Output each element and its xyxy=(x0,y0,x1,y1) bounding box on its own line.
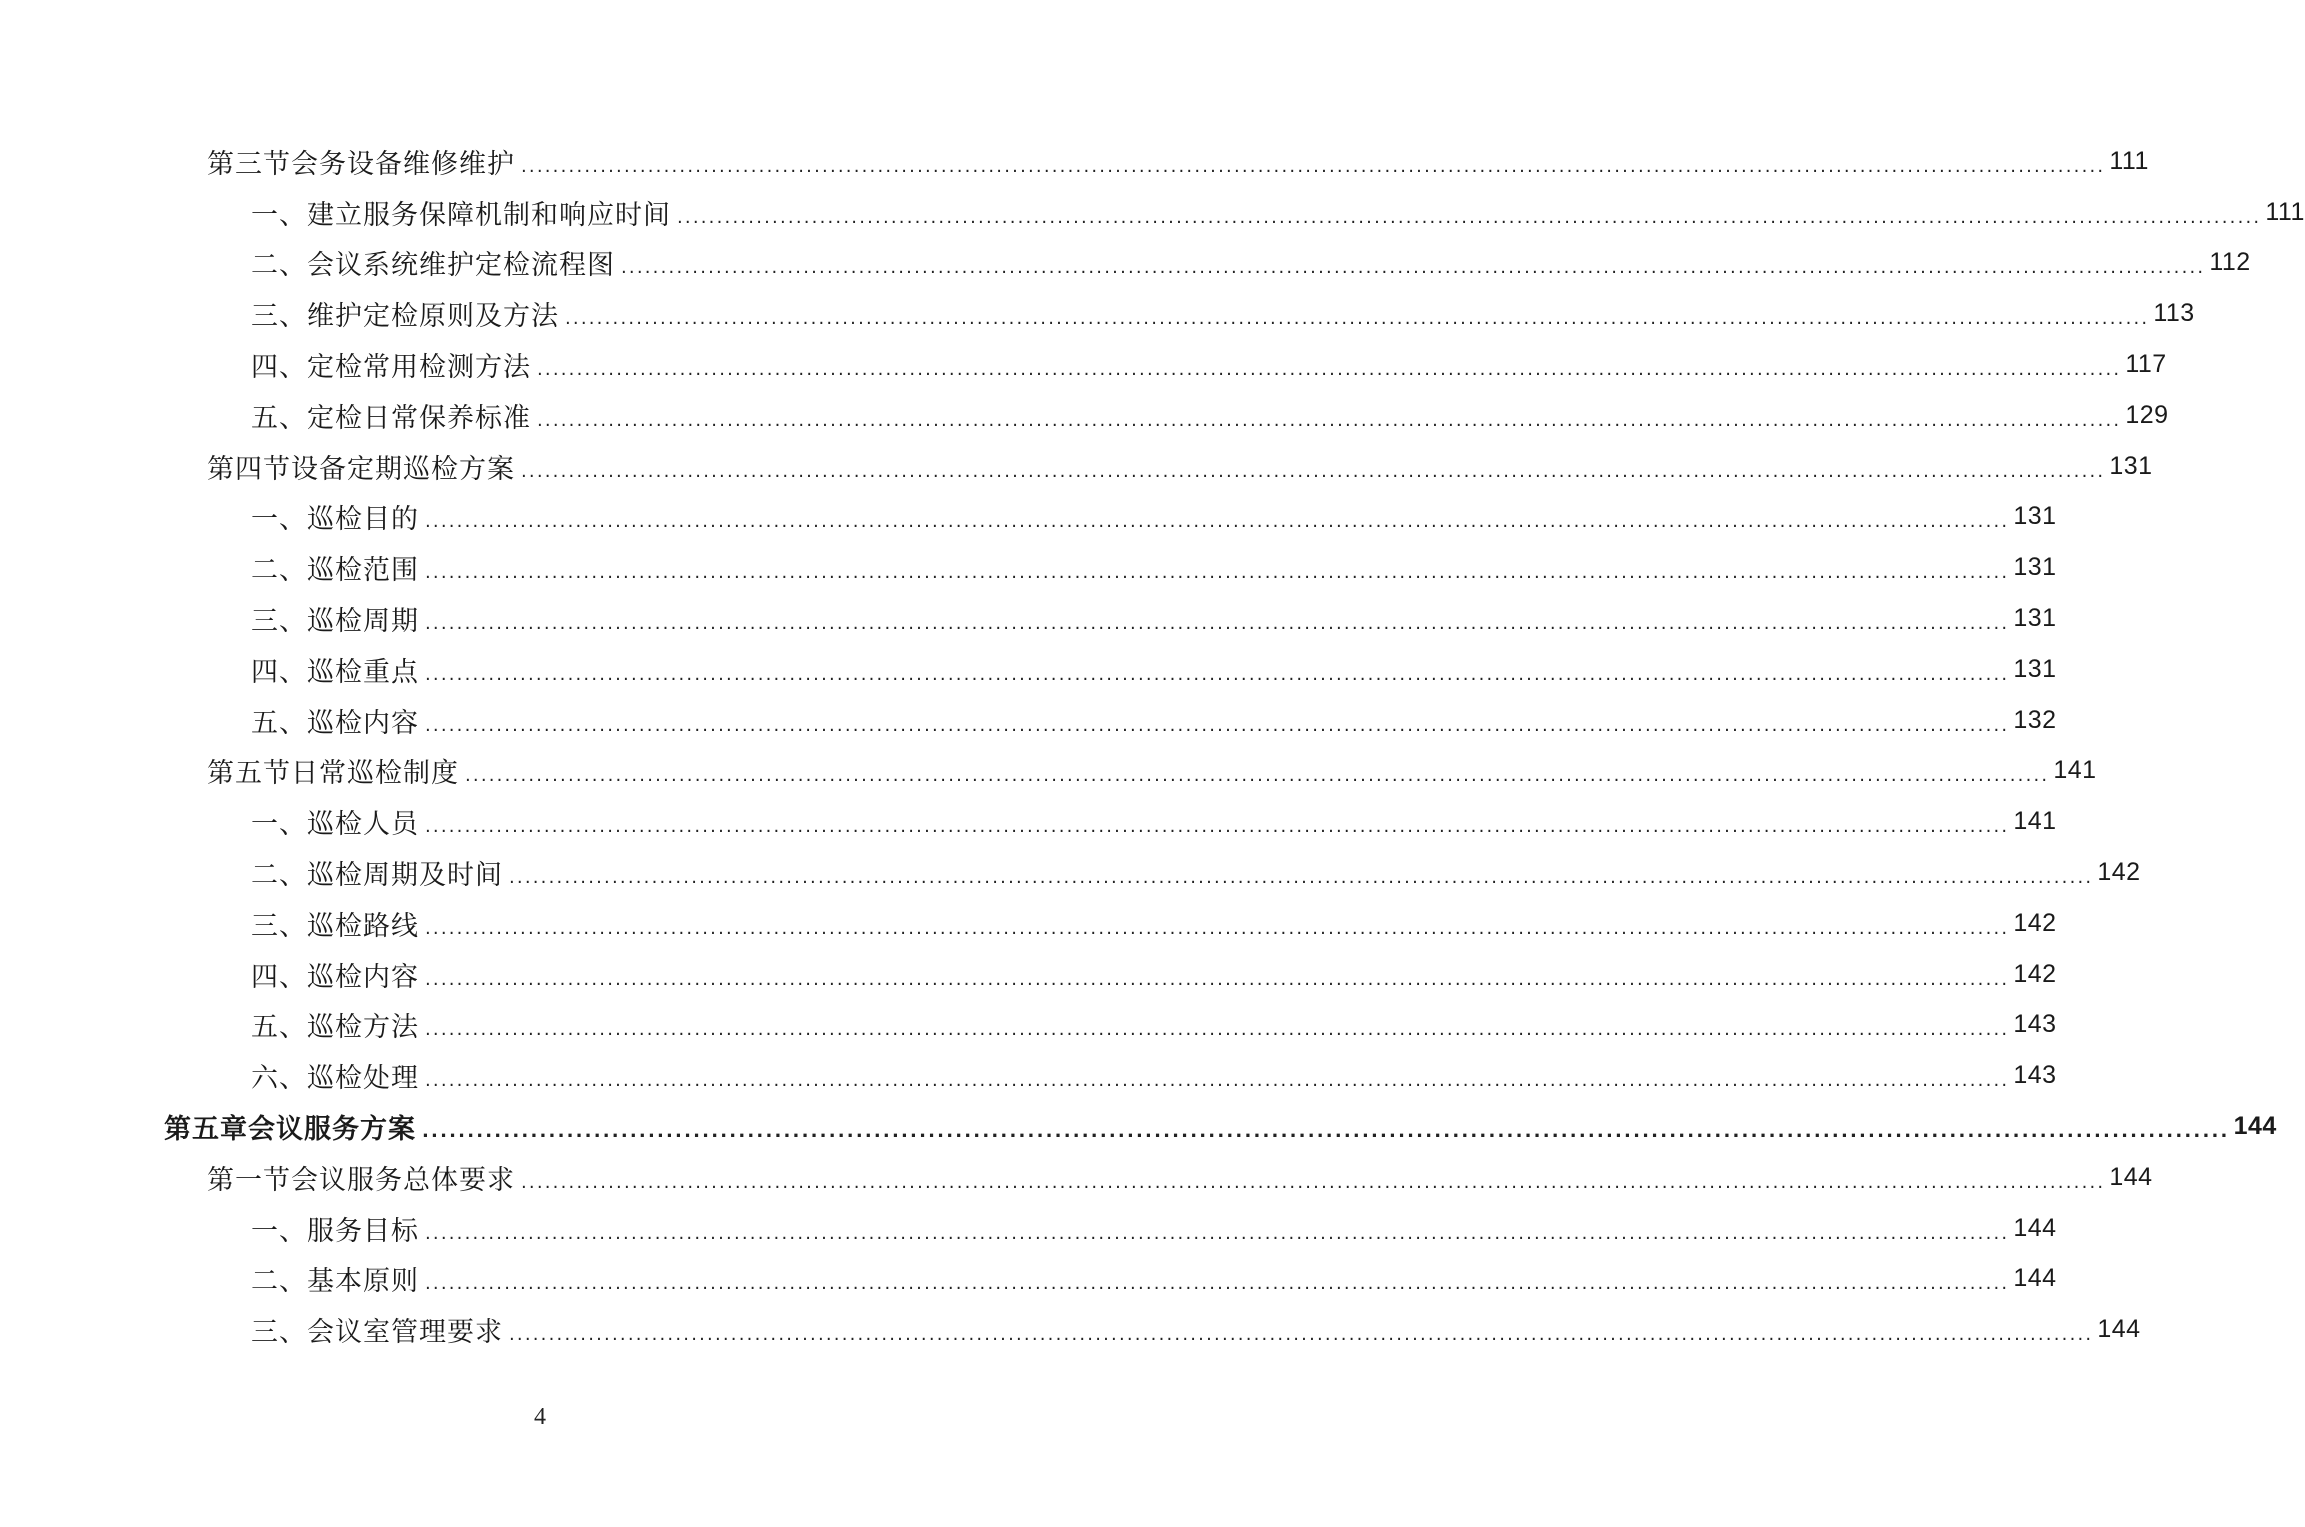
toc-entry-number: 第四节 xyxy=(207,453,291,485)
toc-entry-number: 第一节 xyxy=(207,1164,291,1196)
toc-dot-leader: ........................................................................................................................................................................................................ xyxy=(422,1120,2230,1142)
toc-dot-leader: ........................................................................................................................................................................................................ xyxy=(565,308,2150,330)
toc-entry[interactable] xyxy=(0,898,2057,949)
toc-entry-number: 四、 xyxy=(251,961,307,993)
toc-entry-title: 会议系统维护定检流程图 xyxy=(307,250,615,282)
toc-entry-page: 144 xyxy=(2013,1213,2057,1242)
toc-entry-title: 巡检人员 xyxy=(307,809,419,841)
toc-dot-leader: ........................................................................................................................................................................................................ xyxy=(425,968,2010,990)
toc-entry[interactable] xyxy=(0,1101,2277,1152)
toc-entry[interactable] xyxy=(0,1304,2141,1355)
toc-entry-number: 二、 xyxy=(251,860,307,892)
toc-entry-number: 一、 xyxy=(251,199,307,231)
toc-entry-page: 112 xyxy=(2209,248,2251,277)
toc-entry[interactable] xyxy=(0,1152,2153,1203)
toc-entry-number: 二、 xyxy=(251,250,307,282)
toc-entry-page: 131 xyxy=(2013,553,2057,582)
toc-dot-leader: ........................................................................................................................................................................................................ xyxy=(621,257,2206,279)
toc-entry-number: 六、 xyxy=(251,1063,307,1095)
toc-dot-leader: ........................................................................................................................................................................................................ xyxy=(425,562,2010,584)
toc-entry[interactable] xyxy=(0,492,2057,543)
toc-entry[interactable] xyxy=(0,288,2195,339)
toc-entry-title: 会议服务方案 xyxy=(248,1114,416,1146)
toc-entry-title: 建立服务保障机制和响应时间 xyxy=(307,199,671,231)
toc-entry-title: 巡检周期 xyxy=(307,606,419,638)
toc-entry-page: 129 xyxy=(2125,400,2169,429)
toc-entry-number: 三、 xyxy=(251,606,307,638)
toc-dot-leader: ........................................................................................................................................................................................................ xyxy=(521,460,2106,482)
toc-entry-page: 144 xyxy=(2097,1315,2141,1344)
toc-entry-title: 巡检方法 xyxy=(307,1012,419,1044)
toc-dot-leader: ........................................................................................................................................................................................................ xyxy=(509,1324,2094,1346)
toc-entry-page: 132 xyxy=(2013,705,2057,734)
toc-dot-leader: ........................................................................................................................................................................................................ xyxy=(425,1070,2010,1092)
toc-entry-title: 巡检周期及时间 xyxy=(307,860,503,892)
toc-entry[interactable] xyxy=(0,187,2305,238)
toc-entry-title: 巡检范围 xyxy=(307,555,419,587)
toc-entry-title: 会议服务总体要求 xyxy=(291,1164,515,1196)
toc-entry-page: 131 xyxy=(2013,654,2057,683)
toc-entry[interactable] xyxy=(0,796,2057,847)
toc-entry[interactable] xyxy=(0,1203,2057,1254)
toc-dot-leader: ........................................................................................................................................................................................................ xyxy=(425,917,2010,939)
toc-entry-title: 设备定期巡检方案 xyxy=(291,453,515,485)
toc-entry-title: 巡检重点 xyxy=(307,656,419,688)
toc-entry[interactable] xyxy=(0,847,2141,898)
toc-dot-leader: ........................................................................................................................................................................................................ xyxy=(521,1171,2106,1193)
toc-entry-number: 五、 xyxy=(251,402,307,434)
toc-entry[interactable] xyxy=(0,441,2153,492)
toc-entry-number: 第五章 xyxy=(164,1114,248,1146)
toc-dot-leader: ........................................................................................................................................................................................................ xyxy=(425,1273,2010,1295)
toc-entry-page: 144 xyxy=(2233,1112,2277,1141)
toc-entry-page: 141 xyxy=(2013,807,2057,836)
toc-dot-leader: ........................................................................................................................................................................................................ xyxy=(425,816,2010,838)
toc-entry-number: 三、 xyxy=(251,910,307,942)
toc-entry-page: 113 xyxy=(2153,299,2195,328)
toc-entry-title: 巡检路线 xyxy=(307,910,419,942)
toc-entry-number: 一、 xyxy=(251,1215,307,1247)
toc-dot-leader: ........................................................................................................................................................................................................ xyxy=(677,206,2262,228)
toc-entry-title: 巡检内容 xyxy=(307,961,419,993)
toc-dot-leader: ........................................................................................................................................................................................................ xyxy=(425,612,2010,634)
toc-entry[interactable] xyxy=(0,746,2097,797)
toc-entry-page: 142 xyxy=(2013,959,2057,988)
toc-entry[interactable] xyxy=(0,339,2167,390)
toc-entry[interactable] xyxy=(0,695,2057,746)
toc-dot-leader: ........................................................................................................................................................................................................ xyxy=(425,663,2010,685)
toc-entry-page: 111 xyxy=(2109,146,2149,175)
toc-entry[interactable] xyxy=(0,136,2149,187)
toc-entry-page: 117 xyxy=(2125,350,2167,379)
toc-entry-number: 二、 xyxy=(251,555,307,587)
toc-entry-number: 第三节 xyxy=(207,148,291,180)
toc-entry-page: 131 xyxy=(2013,502,2057,531)
toc-entry-page: 142 xyxy=(2013,908,2057,937)
page-number: 4 xyxy=(534,1404,546,1430)
toc-entry-title: 定检常用检测方法 xyxy=(307,352,531,384)
toc-entry-title: 巡检处理 xyxy=(307,1063,419,1095)
toc-entry[interactable] xyxy=(0,390,2169,441)
toc-entry-page: 111 xyxy=(2265,197,2305,226)
toc-dot-leader: ........................................................................................................................................................................................................ xyxy=(425,714,2010,736)
toc-entry-page: 143 xyxy=(2013,1061,2057,1090)
toc-dot-leader: ........................................................................................................................................................................................................ xyxy=(425,1019,2010,1041)
toc-entry[interactable] xyxy=(0,1254,2057,1305)
toc-entry-page: 131 xyxy=(2109,451,2153,480)
toc-entry-page: 141 xyxy=(2053,756,2097,785)
toc-entry[interactable] xyxy=(0,1000,2057,1051)
toc-entry-title: 基本原则 xyxy=(307,1266,419,1298)
toc-entry-number: 三、 xyxy=(251,1317,307,1349)
toc-entry-number: 四、 xyxy=(251,656,307,688)
toc-entry-page: 143 xyxy=(2013,1010,2057,1039)
toc-dot-leader: ........................................................................................................................................................................................................ xyxy=(465,765,2050,787)
toc-entry-page: 131 xyxy=(2013,604,2057,633)
toc-entry-title: 服务目标 xyxy=(307,1215,419,1247)
toc-dot-leader: ........................................................................................................................................................................................................ xyxy=(537,409,2122,431)
toc-dot-leader: ........................................................................................................................................................................................................ xyxy=(509,866,2094,888)
toc-entry-number: 第五节 xyxy=(207,758,291,790)
toc-entry-number: 三、 xyxy=(251,301,307,333)
toc-entry-title: 会议室管理要求 xyxy=(307,1317,503,1349)
toc-entry[interactable] xyxy=(0,238,2251,289)
toc-entry-title: 维护定检原则及方法 xyxy=(307,301,559,333)
toc-entry[interactable] xyxy=(0,542,2057,593)
toc-entry[interactable] xyxy=(0,593,2057,644)
toc-entry[interactable] xyxy=(0,1050,2057,1101)
toc-entry-page: 142 xyxy=(2097,858,2141,887)
toc-dot-leader: ........................................................................................................................................................................................................ xyxy=(425,511,2010,533)
toc-entry-number: 四、 xyxy=(251,352,307,384)
toc-entry-number: 一、 xyxy=(251,504,307,536)
toc-entry-title: 巡检目的 xyxy=(307,504,419,536)
toc-entry-title: 日常巡检制度 xyxy=(291,758,459,790)
toc-entry-number: 二、 xyxy=(251,1266,307,1298)
toc-entry-number: 一、 xyxy=(251,809,307,841)
toc-entry-title: 定检日常保养标准 xyxy=(307,402,531,434)
toc-entry-number: 五、 xyxy=(251,707,307,739)
toc-entry-page: 144 xyxy=(2013,1264,2057,1293)
table-of-contents xyxy=(0,136,2305,1355)
toc-entry-page: 144 xyxy=(2109,1162,2153,1191)
toc-entry-number: 五、 xyxy=(251,1012,307,1044)
toc-dot-leader: ........................................................................................................................................................................................................ xyxy=(425,1222,2010,1244)
toc-entry-title: 会务设备维修维护 xyxy=(291,148,515,180)
toc-entry[interactable] xyxy=(0,644,2057,695)
toc-entry[interactable] xyxy=(0,949,2057,1000)
toc-dot-leader: ........................................................................................................................................................................................................ xyxy=(537,358,2122,380)
toc-entry-title: 巡检内容 xyxy=(307,707,419,739)
toc-dot-leader: ........................................................................................................................................................................................................ xyxy=(521,155,2106,177)
